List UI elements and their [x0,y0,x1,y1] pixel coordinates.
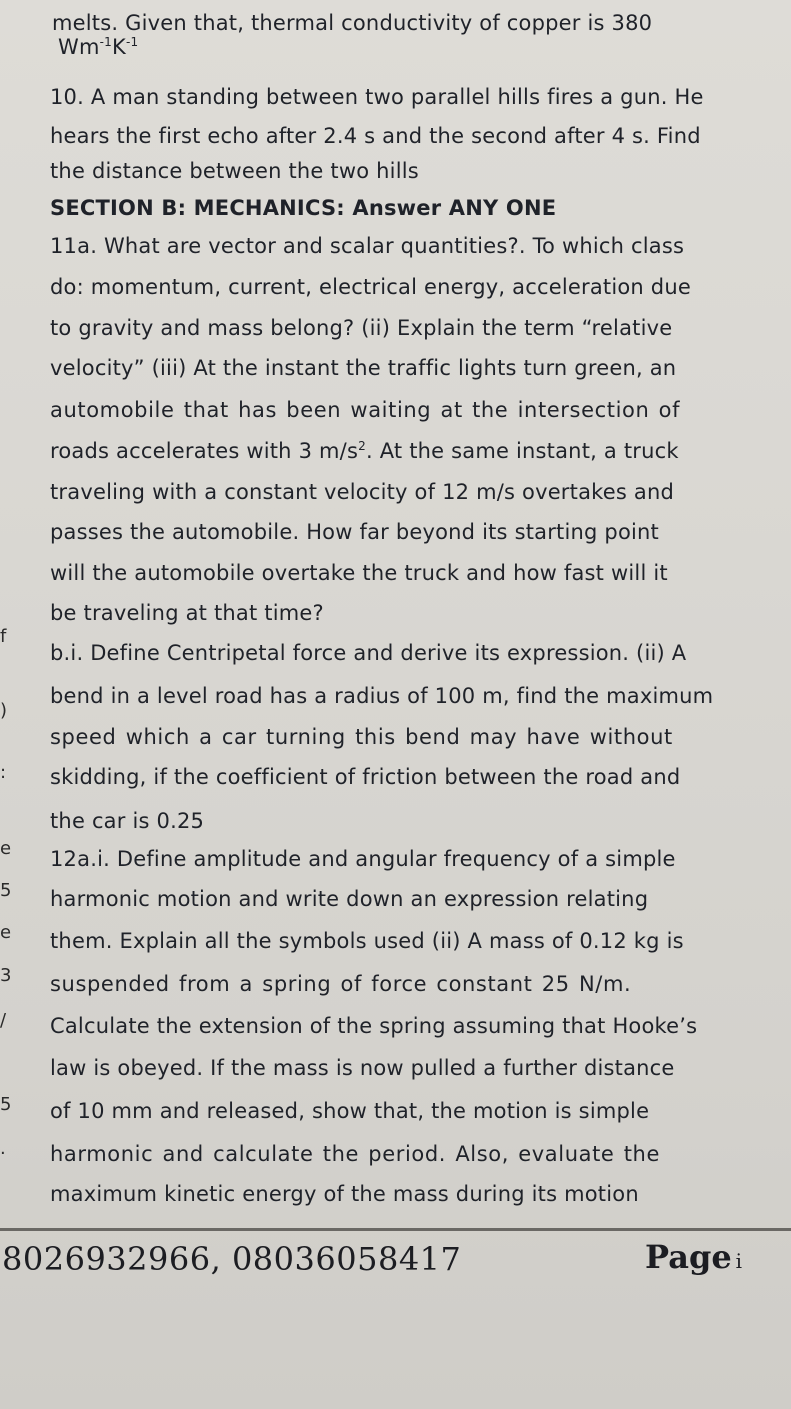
page-number: i [735,1249,743,1273]
text-line: harmonic motion and write down an expression relating [50,887,649,911]
margin-mark: e [0,838,12,859]
text-line: do: momentum, current, electrical energy, acceleration due [50,275,691,299]
units-exp1: -1 [99,35,112,49]
margin-mark: f [0,626,7,647]
text-line: them. Explain all the symbols used (ii) A mass of 0.12 kg is [50,929,684,953]
text-line: the distance between the two hills [50,159,419,183]
margin-mark: / [0,1010,7,1031]
margin-mark: e [0,922,12,943]
section-b-heading: SECTION B: MECHANICS: Answer ANY ONE [50,196,557,220]
text-line: of 10 mm and released, show that, the motion is simple [50,1099,650,1123]
footer-page-label [645,1238,742,1276]
margin-mark: 3 [0,965,12,986]
page-label: Page [645,1238,732,1276]
roads-text: roads accelerates with 3 m/s [50,439,359,463]
question-11a-line: 11a. What are vector and scalar quantities?. To which class [50,234,685,258]
margin-mark: ) [0,700,8,721]
text-line: melts. Given that, thermal conductivity of copper is 380 [52,11,653,35]
text-line: to gravity and mass belong? (ii) Explain the term “relative [50,316,673,340]
units-base: Wm [58,35,100,59]
text-line: passes the automobile. How far beyond its starting point [50,520,659,544]
text-line: will the automobile overtake the truck and how fast will it [50,561,668,585]
question-12a-line: 12a.i. Define amplitude and angular frequency of a simple [50,847,676,871]
margin-mark: 5 [0,880,12,901]
roads-line [50,436,679,466]
text-line: hears the first echo after 2.4 s and the second after 4 s. Find [50,124,701,148]
margin-mark: 5 [0,1094,12,1115]
text-line: skidding, if the coefficient of friction between the road and [50,765,681,789]
question-10-line: 10. A man standing between two parallel hills fires a gun. He [50,85,704,109]
text-line: traveling with a constant velocity of 12 m/s overtakes and [50,480,675,504]
units-mid: K [112,35,126,59]
margin-mark: . [0,1138,6,1159]
question-11b-line: b.i. Define Centripetal force and derive its expression. (ii) A [50,641,687,665]
text-line: the car is 0.25 [50,809,205,833]
text-line: be traveling at that time? [50,601,324,625]
units-exp2: -1 [125,35,139,49]
footer-phone-numbers: 8026932966, 08036058417 [2,1240,462,1278]
roads-text-after: . At the same instant, a truck [365,439,679,463]
text-line: speed which a car turning this bend may have without [50,725,673,749]
units-line [58,32,138,62]
margin-mark: : [0,762,7,783]
text-line: suspended from a spring of force constant 25 N/m. [50,972,632,996]
text-line: harmonic and calculate the period. Also, evaluate the [50,1142,660,1166]
roads-exponent: 2 [358,439,366,453]
text-line: velocity” (iii) At the instant the traffic lights turn green, an [50,356,677,380]
footer-divider [0,1228,791,1231]
text-line: automobile that has been waiting at the intersection of [50,398,681,422]
text-line: bend in a level road has a radius of 100 m, find the maximum [50,684,714,708]
text-line: maximum kinetic energy of the mass during its motion [50,1182,639,1206]
text-line: law is obeyed. If the mass is now pulled a further distance [50,1056,675,1080]
text-line: Calculate the extension of the spring assuming that Hooke’s [50,1014,698,1038]
